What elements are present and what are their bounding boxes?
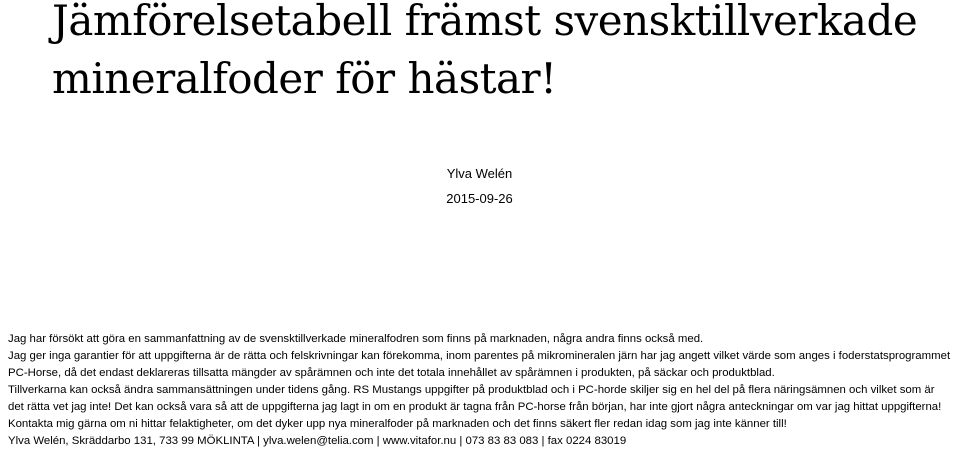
document-title: Jämförelsetabell främst svensktillverkade mineralfoder för hästar!	[52, 0, 918, 103]
contact-details: Ylva Welén, Skräddarbo 131, 733 99 MÖKLINTA | ylva.welen@telia.com | www.vitafor.nu | 073 83 83 083 | fax 0224 83019	[8, 435, 627, 447]
body-text	[8, 331, 953, 450]
intro-paragraph: Jag har försökt att göra en sammanfattning av de svensktillverkade mineralfodren som finns på marknaden, några andra finns också med.	[8, 333, 704, 345]
disclaimer-paragraph: Jag ger inga garantier för att uppgifterna är de rätta och felskrivningar kan förekomma, inom parentes på mikromineralen järn har jag angett vilket värde som anges i foderstatsprogrammet PC-Horse, då det endast deklareras tillsatta mängder av spårämnen och inte det totala innehållet av spårämnen i produkten, på säckar och produktblad.	[8, 350, 951, 379]
contact-paragraph: Kontakta mig gärna om ni hittar felaktigheter, om det dyker upp nya mineralfoder på marknaden och det finns säkert fler redan idag som jag inte känner till!	[8, 418, 787, 430]
document-date: 2015-09-26	[446, 191, 513, 206]
author-name: Ylva Welén	[446, 166, 513, 181]
manufacturer-note-paragraph: Tillverkarna kan också ändra sammansättningen under tidens gång. RS Mustangs uppgifter på produktblad och i PC-horde skiljer sig en hel del på flera näringsämnen och vilket som är det rätta vet jag inte! Det kan också vara så att de uppgifterna jag lagt in om en produkt är tagna från PC-horse från början, har inte gjort några anteckningar om var jag hittat uppgifterna!	[8, 384, 942, 413]
